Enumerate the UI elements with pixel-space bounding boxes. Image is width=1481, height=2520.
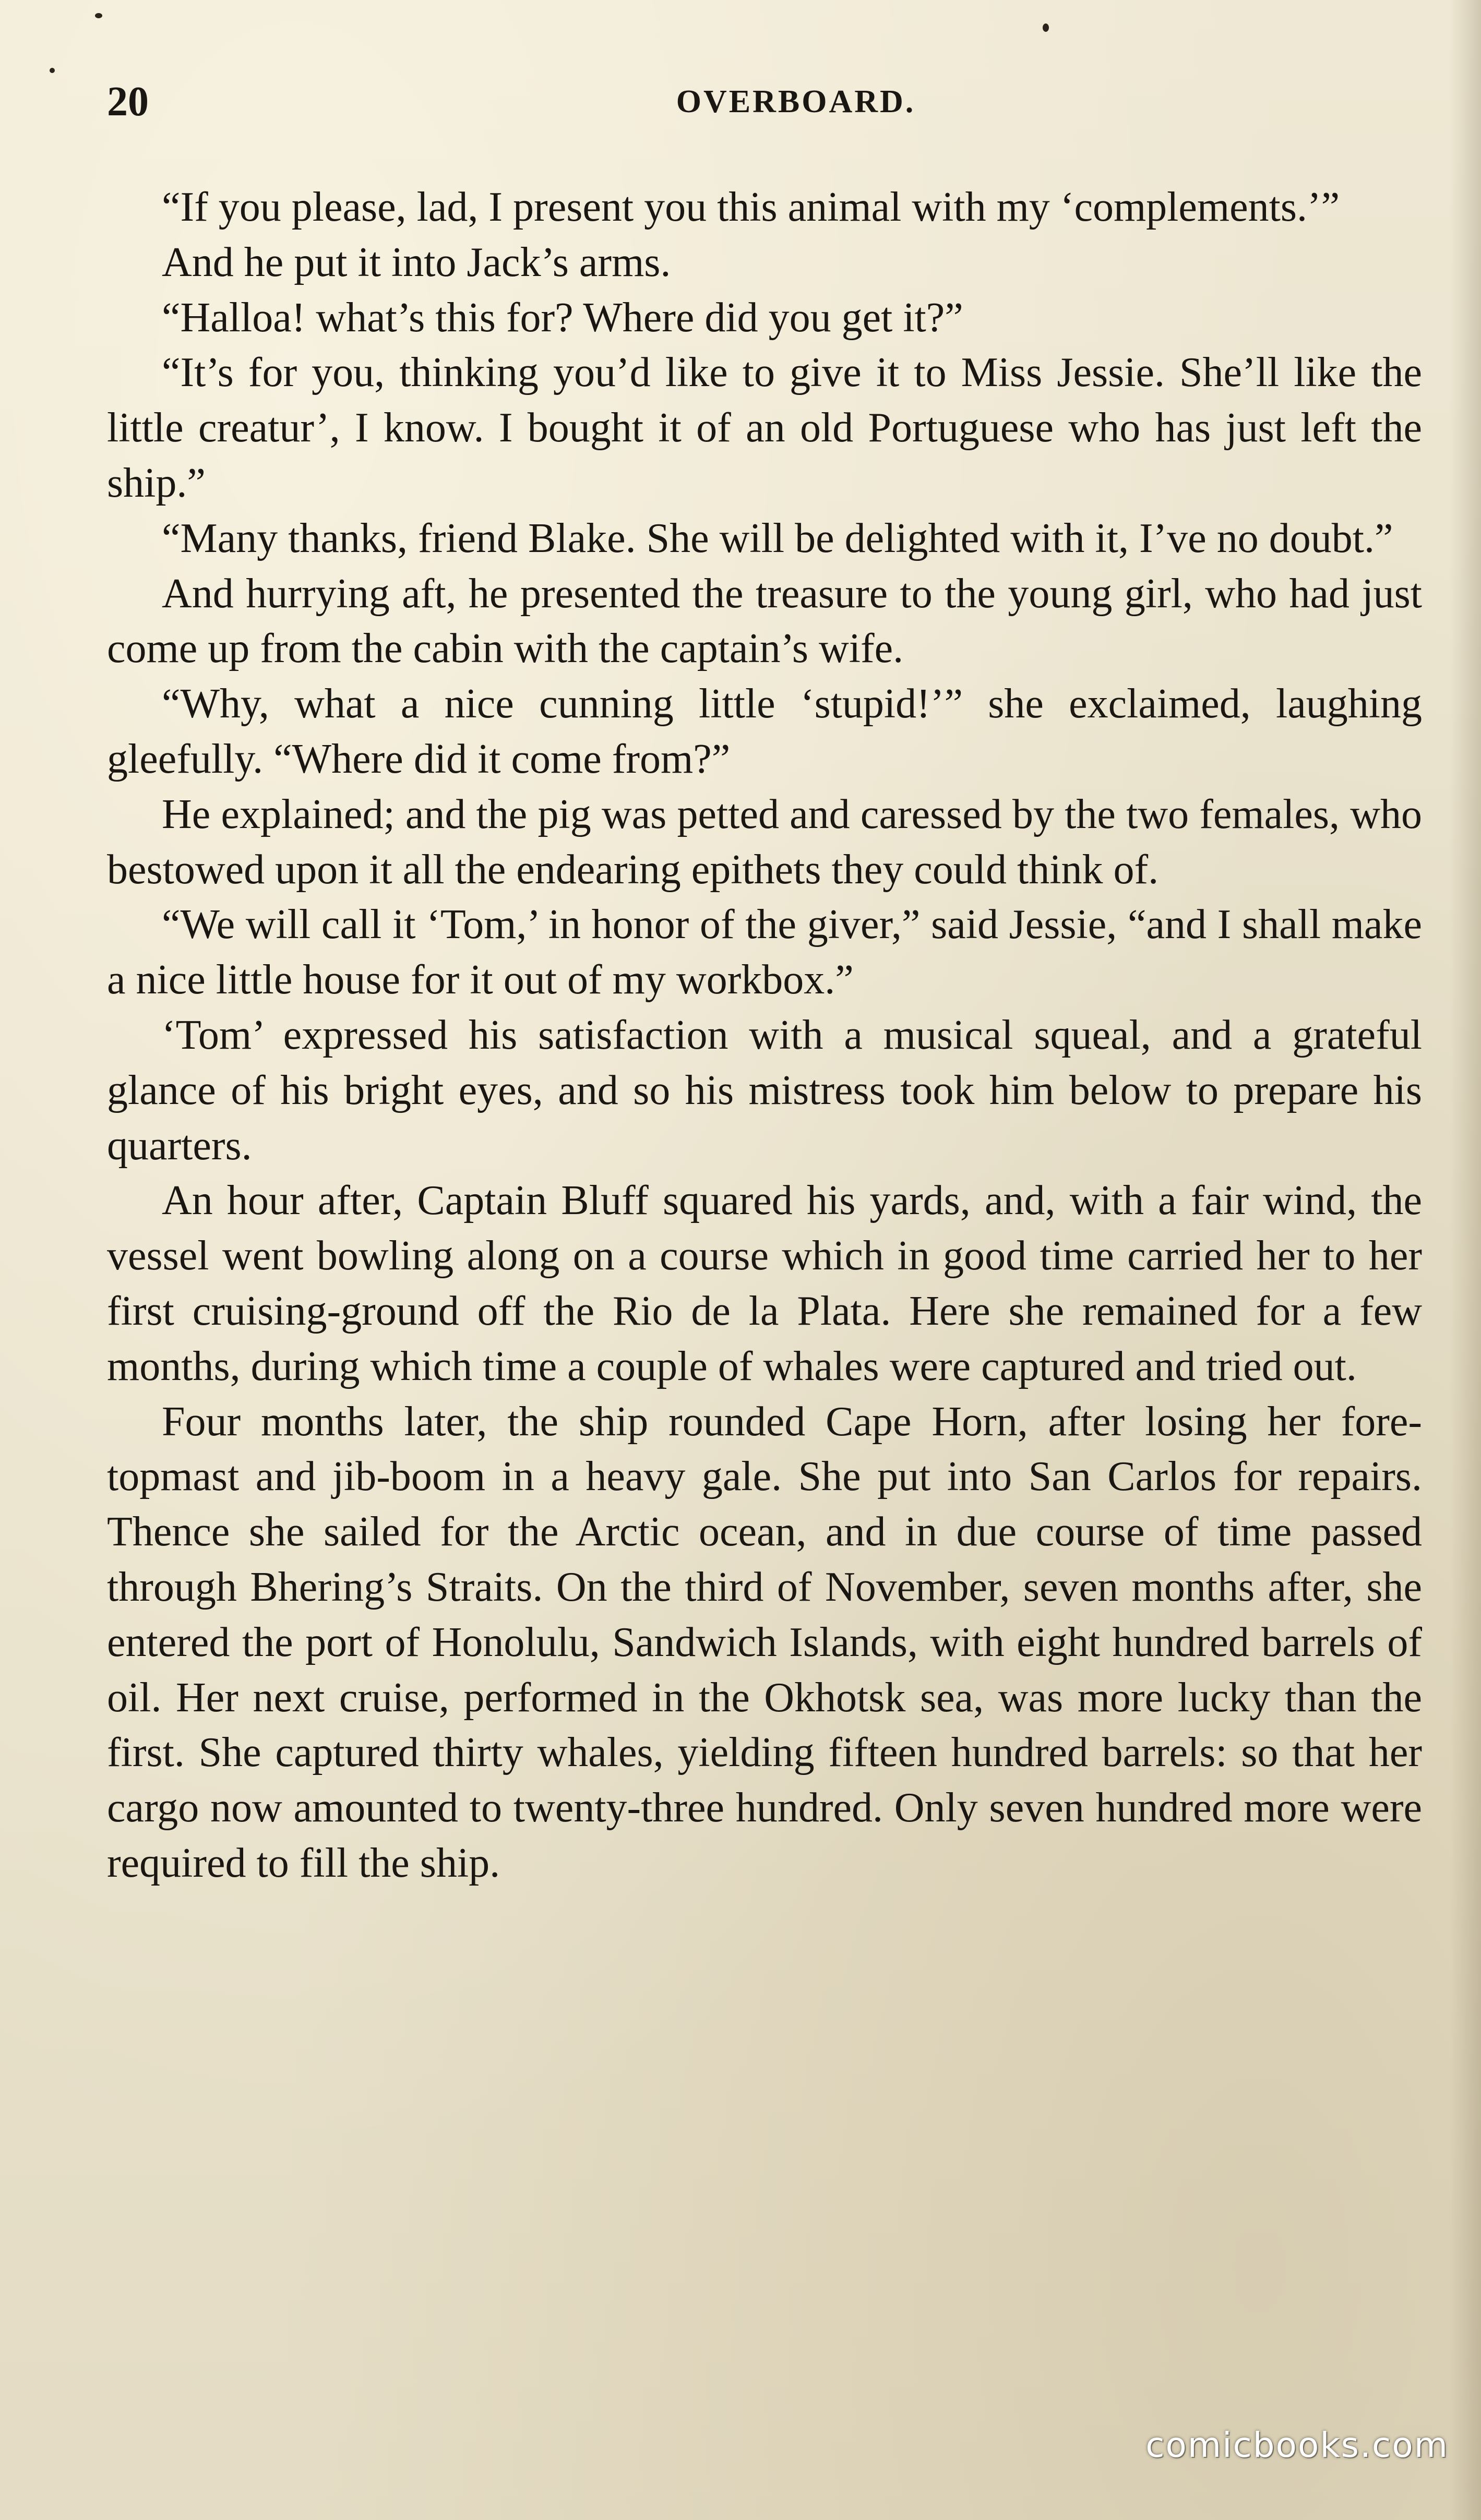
page-edge-shadow	[1450, 0, 1481, 2520]
page-header	[107, 73, 1422, 130]
running-head: OVERBOARD.	[676, 84, 916, 119]
paragraph: “We will call it ‘Tom,’ in honor of the giver,” said Jessie, “and I shall make a nice little house for it out of my workbox.”	[107, 902, 1422, 1003]
paragraph: And he put it into Jack’s arms.	[162, 239, 671, 285]
paragraph: Four months later, the ship rounded Cape Horn, after losing her fore-topmast and jib-boom in a heavy gale. She put into San Carlos for repairs. Thence she sailed for the Arctic ocean, and in due course of time passed through Bhering’s Straits. On the third of November, seven months after, she entered the port of Honolulu, Sandwich Islands, with eight hundred barrels of oil. Her next cruise, performed in the Okhotsk sea, was more lucky than the first. She captured thirty whales, yielding fifteen hundred barrels: so that her cargo now amounted to twenty-three hundred. Only seven hundred more were required to fill the ship.	[107, 1398, 1422, 1886]
ink-speck	[95, 13, 102, 18]
paragraph: And hurrying aft, he presented the treasure to the young girl, who had just come up from the cabin with the captain’s wife.	[107, 570, 1422, 672]
watermark: comicbooks.com	[1145, 2425, 1449, 2465]
paragraph: “If you please, lad, I present you this animal with my ‘complements.’”	[162, 184, 1340, 230]
paragraph: “It’s for you, thinking you’d like to give it to Miss Jessie. She’ll like the little creatur’, I know. I bought it of an old Portuguese who has just left the ship.”	[107, 350, 1422, 506]
paragraph: “Halloa! what’s this for? Where did you get it?”	[162, 294, 963, 341]
paragraph: An hour after, Captain Bluff squared his yards, and, with a fair wind, the vessel went bowling along on a course which in good time carried her to her first cruising-ground off the Rio de la Plata. Here she remained for a few months, during which time a couple of whales were captured and tried out.	[107, 1178, 1422, 1389]
ink-speck	[50, 68, 55, 73]
body-text	[107, 180, 1422, 1891]
paragraph: He explained; and the pig was petted and caressed by the two females, who bestowed upon it all the endearing epithets they could think of.	[107, 791, 1422, 893]
page-number: 20	[107, 79, 149, 125]
paragraph: “Many thanks, friend Blake. She will be delighted with it, I’ve no doubt.”	[162, 515, 1393, 561]
ink-speck	[1043, 23, 1049, 32]
paragraph: “Why, what a nice cunning little ‘stupid!’” she exclaimed, laughing gleefully. “Where did it come from?”	[107, 681, 1422, 782]
paragraph: ‘Tom’ expressed his satisfaction with a musical squeal, and a grateful glance of his bright eyes, and so his mistress took him below to prepare his quarters.	[107, 1012, 1422, 1169]
